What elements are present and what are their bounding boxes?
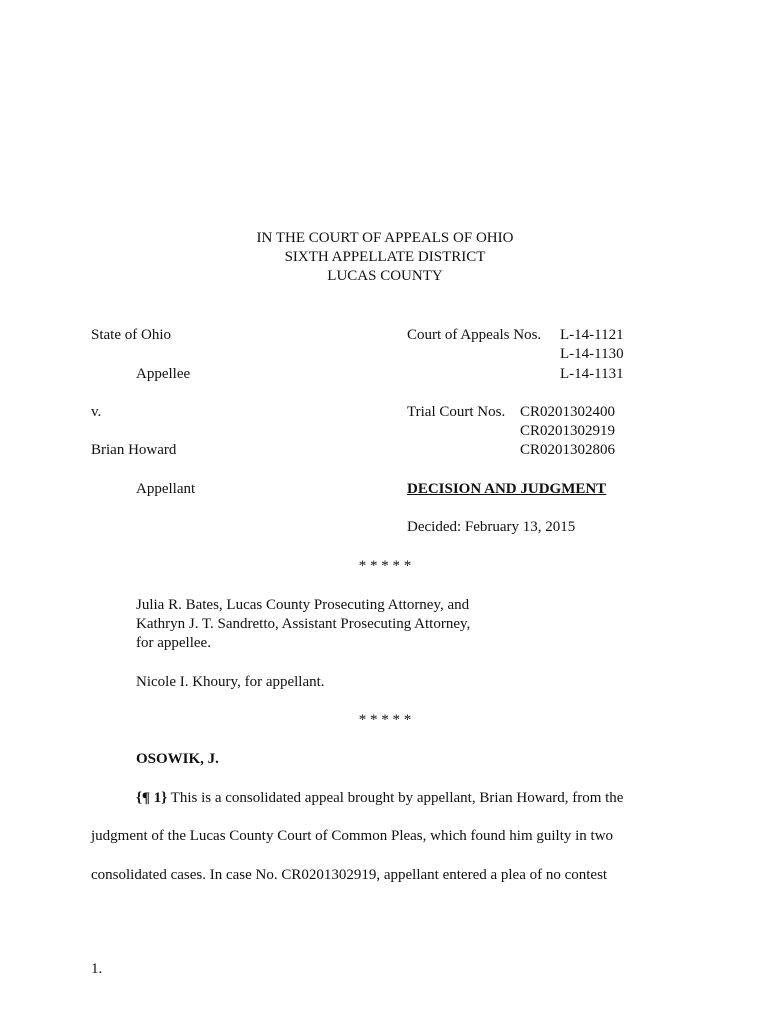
- opinion-text: This is a consolidated appeal brought by appellant, Brian Howard, from the: [167, 790, 624, 806]
- opinion-author: OSOWIK, J.: [136, 751, 219, 767]
- decided-date: Decided: February 13, 2015: [407, 519, 576, 535]
- trial-label: Trial Court Nos.: [407, 404, 506, 420]
- appeals-number: L-14-1121: [560, 327, 624, 343]
- page-number: 1.: [91, 961, 103, 977]
- appeals-label: Court of Appeals Nos.: [407, 327, 542, 343]
- decision-title: DECISION AND JUDGMENT: [407, 481, 607, 497]
- county-name: LUCAS COUNTY: [327, 268, 443, 284]
- counsel-line: Kathryn J. T. Sandretto, Assistant Prosecuting Attorney,: [136, 616, 471, 632]
- versus: v.: [91, 404, 102, 420]
- appellant-role: Appellant: [136, 481, 196, 497]
- appellee-role: Appellee: [136, 366, 191, 382]
- trial-number: CR0201302400: [520, 404, 616, 420]
- opinion-line: judgment of the Lucas County Court of Common Pleas, which found him guilty in two: [91, 828, 614, 844]
- counsel-line: for appellee.: [136, 635, 211, 651]
- opinion-line: consolidated cases. In case No. CR0201302919, appellant entered a plea of no contest: [91, 867, 608, 883]
- trial-number: CR0201302806: [520, 442, 616, 458]
- paragraph-marker: {¶ 1}: [136, 790, 168, 806]
- appellee-name: State of Ohio: [91, 327, 171, 343]
- appellant-counsel: Nicole I. Khoury, for appellant.: [136, 674, 325, 690]
- appellant-name: Brian Howard: [91, 442, 177, 458]
- appeals-number: L-14-1131: [560, 366, 624, 382]
- counsel-line: Julia R. Bates, Lucas County Prosecuting Attorney, and: [136, 597, 470, 613]
- trial-number: CR0201302919: [520, 423, 616, 439]
- court-name: IN THE COURT OF APPEALS OF OHIO: [256, 230, 514, 246]
- separator: * * * * *: [358, 712, 412, 728]
- separator: * * * * *: [358, 558, 412, 574]
- appeals-number: L-14-1130: [560, 346, 624, 362]
- opinion-line: [136, 789, 623, 808]
- district-name: SIXTH APPELLATE DISTRICT: [284, 249, 486, 265]
